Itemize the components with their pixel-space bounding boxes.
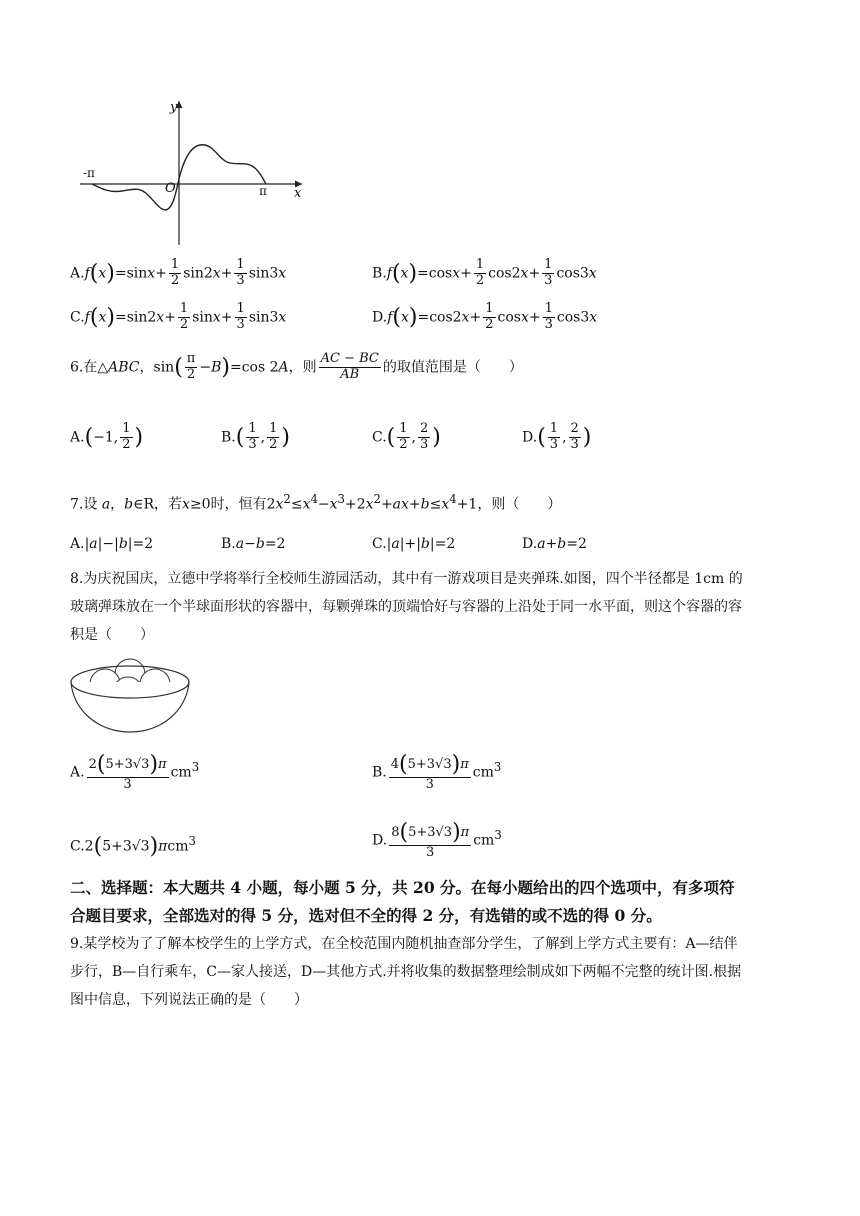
q6-stem: 6.在△ABC，sin( $\frac{\pi}{2}$ −B)=cos 2A，则 $\frac{AC - BC}{AB}$ 的取值范围是（ ） <box>70 351 523 382</box>
q8-option-b[interactable]: B. $\frac{4(5+3√3)\pi}{3}$ $cm^3$ <box>372 752 502 793</box>
q6-option-d[interactable]: D.( $\frac{1}{3}$ , $\frac{2}{3}$ ) <box>522 421 592 452</box>
q8-option-a[interactable]: A. $\frac{2(5+3√3)\pi}{3}$ $cm^3$ <box>70 752 200 793</box>
q7-option-b[interactable]: B.a−b=2 <box>221 536 286 552</box>
q5-option-a[interactable]: A.f(x)=sinx+ $\frac{1}{2}$ sin2x+ $\frac{1}{3}$ sin3x <box>70 257 287 288</box>
q8-stem: 8.为庆祝国庆，立德中学将举行全校师生游园活动，其中有一游戏项目是夹弹珠.如图，四个半径都是 1cm 的 玻璃弹珠放在一个半球面形状的容器中，每颗弹珠的顶端恰好与容器的上沿处于同一水平面，则这个容器的容 积是（ ） <box>70 571 743 643</box>
q7-option-a[interactable]: A.|a|−|b|=2 <box>70 536 154 552</box>
y-axis-label: y <box>170 100 178 115</box>
neg-pi-label: -π <box>83 166 95 180</box>
q6-option-b[interactable]: B.( $\frac{1}{3}$ , $\frac{1}{2}$ ) <box>221 421 290 452</box>
q5-option-b[interactable]: B.f(x)=cosx+ $\frac{1}{2}$ cos2x+ $\frac{1}{3}$ cos3x <box>372 257 597 288</box>
origin-label: O <box>165 181 176 196</box>
pi-label: π <box>259 184 267 198</box>
q8-option-d[interactable]: D. $\frac{8(5+3√3)\pi}{3}$ $cm^3$ <box>372 820 502 861</box>
bowl-body <box>71 682 189 732</box>
function-graph <box>70 95 310 250</box>
x-axis-label: x <box>294 186 302 201</box>
section-2-heading: 二、选择题：本大题共 4 小题，每小题 5 分，共 20 分。在每小题给出的四个选项中，有多项符 合题目要求，全部选对的得 5 分，选对但不全的得 2 分，有选错的或不选的得 0 分。 <box>70 878 735 925</box>
q6-option-c[interactable]: C.( $\frac{1}{2}$ , $\frac{2}{3}$ ) <box>372 421 441 452</box>
q6-option-a[interactable]: A.(−1, $\frac{1}{2}$ ) <box>70 421 144 452</box>
q9-stem: 9.某学校为了了解本校学生的上学方式，在全校范围内随机抽查部分学生，了解到上学方式主要有：A—结伴 步行，B—自行乘车，C—家人接送，D—其他方式.并将收集的数据整理绘制成如下两幅不完整的统计图.根据 图中信息，下列说法正确的是（ ） <box>70 936 742 1008</box>
q5-option-c[interactable]: C.f(x)=sin2x+ $\frac{1}{2}$ sinx+ $\frac{1}{3}$ sin3x <box>70 301 287 332</box>
q7-stem: 7.设 a，b∈R，若x≥0时，恒有$2x^2\le x^4-x^3+2x^2+ax+b\le x^4+1$，则（ ） <box>70 492 562 513</box>
q8-option-c[interactable]: C.2(5+3√3)πcm$^3$ <box>70 834 196 860</box>
bowl-illustration <box>68 652 192 734</box>
q5-option-d[interactable]: D.f(x)=cos2x+ $\frac{1}{2}$ cosx+ $\frac{1}{3}$ cos3x <box>372 301 598 332</box>
q7-option-c[interactable]: C.|a|+|b|=2 <box>372 536 456 552</box>
q7-option-d[interactable]: D.a+b=2 <box>522 536 587 552</box>
